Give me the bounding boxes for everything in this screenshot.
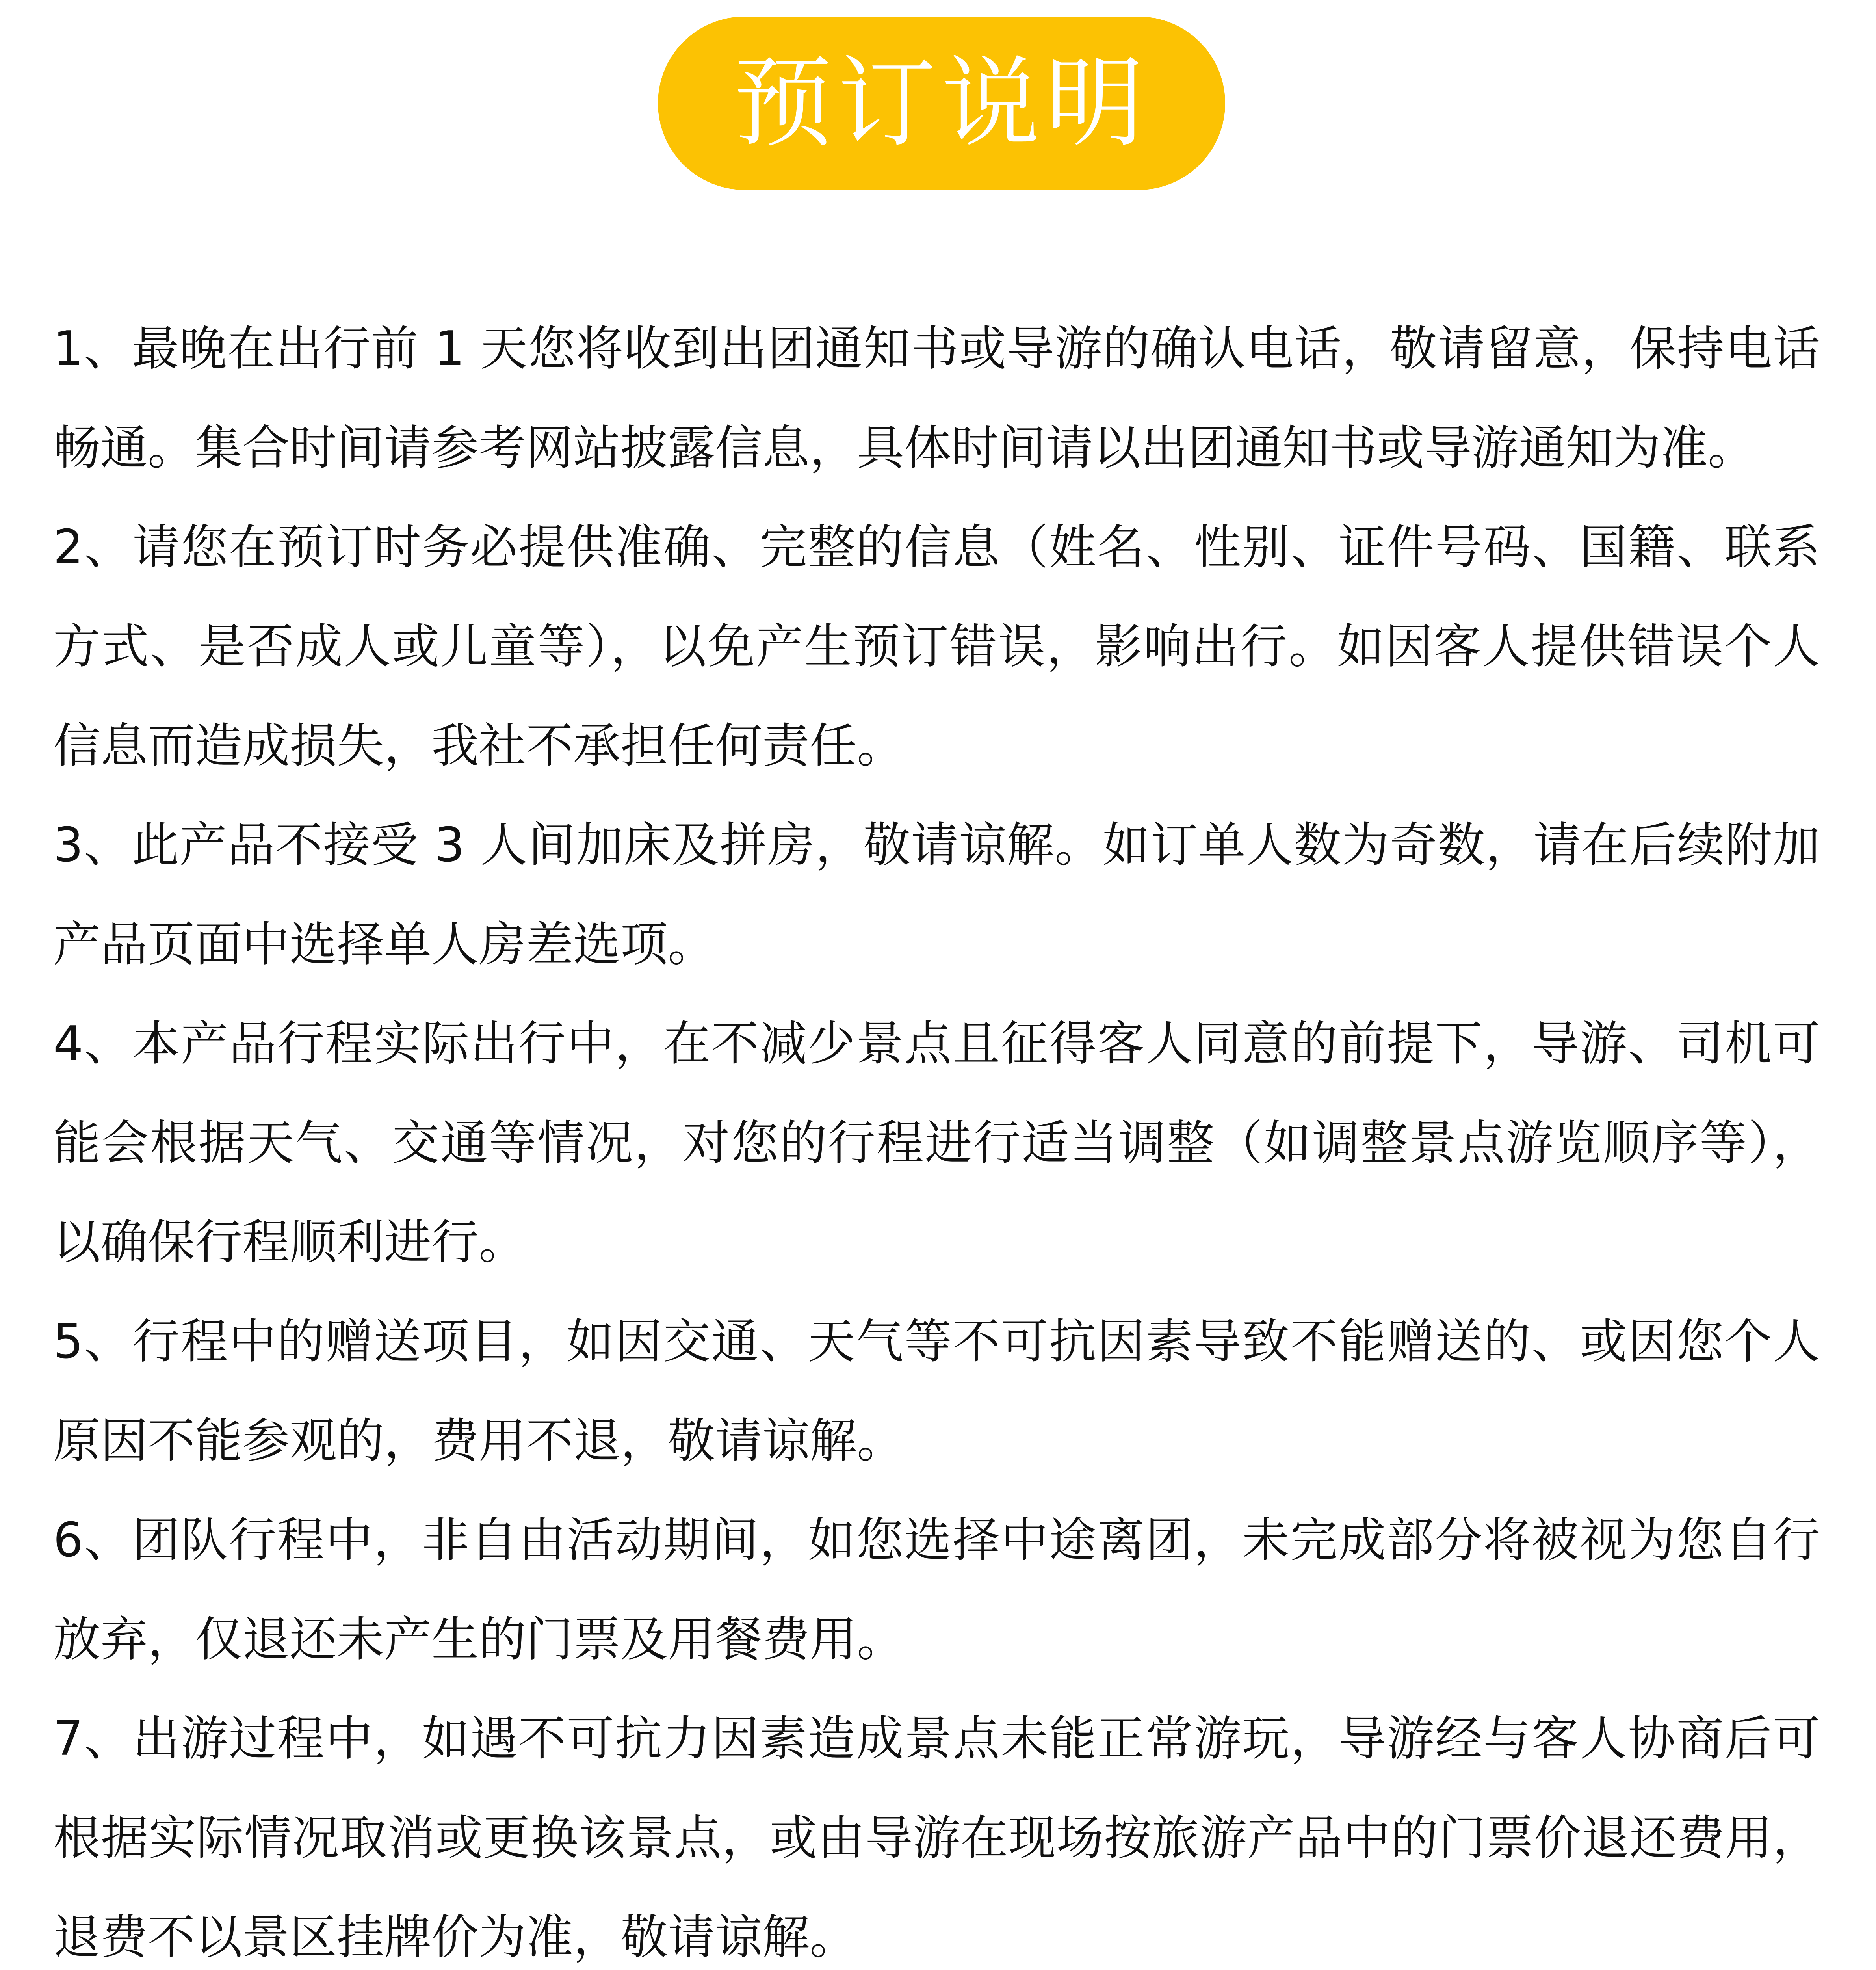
note-item: 4、本产品行程实际出行中，在不减少景点且征得客人同意的前提下，导游、司机可能会根据天气、交通等情况，对您的行程进行适当调整（如调整景点游览顺序等），以确保行程顺利进行。 (53, 1017, 1820, 1270)
note-item: 5、行程中的赠送项目，如因交通、天气等不可抗因素导致不能赠送的、或因您个人原因不能参观的，费用不退，敬请谅解。 (53, 1314, 1820, 1468)
note-item: 6、团队行程中，非自由活动期间，如您选择中途离团，未完成部分将被视为您自行放弃，仅退还未产生的门票及用餐费用。 (53, 1513, 1820, 1667)
booking-notes-header (658, 17, 1225, 190)
booking-notes-list (53, 299, 1820, 1970)
note-item: 1、最晚在出行前 1 天您将收到出团通知书或导游的确认电话，敬请留意，保持电话畅通。集合时间请参考网站披露信息，具体时间请以出团通知书或导游通知为准。 (53, 322, 1820, 476)
booking-notes-title: 预订说明 (734, 46, 1150, 160)
note-item: 7、出游过程中，如遇不可抗力因素造成景点未能正常游玩，导游经与客人协商后可根据实际情况取消或更换该景点，或由导游在现场按旅游产品中的门票价退还费用，退费不以景区挂牌价为准，敬请谅解。 (53, 1712, 1820, 1965)
note-item: 2、请您在预订时务必提供准确、完整的信息（姓名、性别、证件号码、国籍、联系方式、是否成人或儿童等），以免产生预订错误，影响出行。如因客人提供错误个人信息而造成损失，我社不承担任何责任。 (53, 520, 1820, 773)
note-item: 3、此产品不接受 3 人间加床及拼房，敬请谅解。如订单人数为奇数，请在后续附加产品页面中选择单人房差选项。 (53, 818, 1820, 972)
